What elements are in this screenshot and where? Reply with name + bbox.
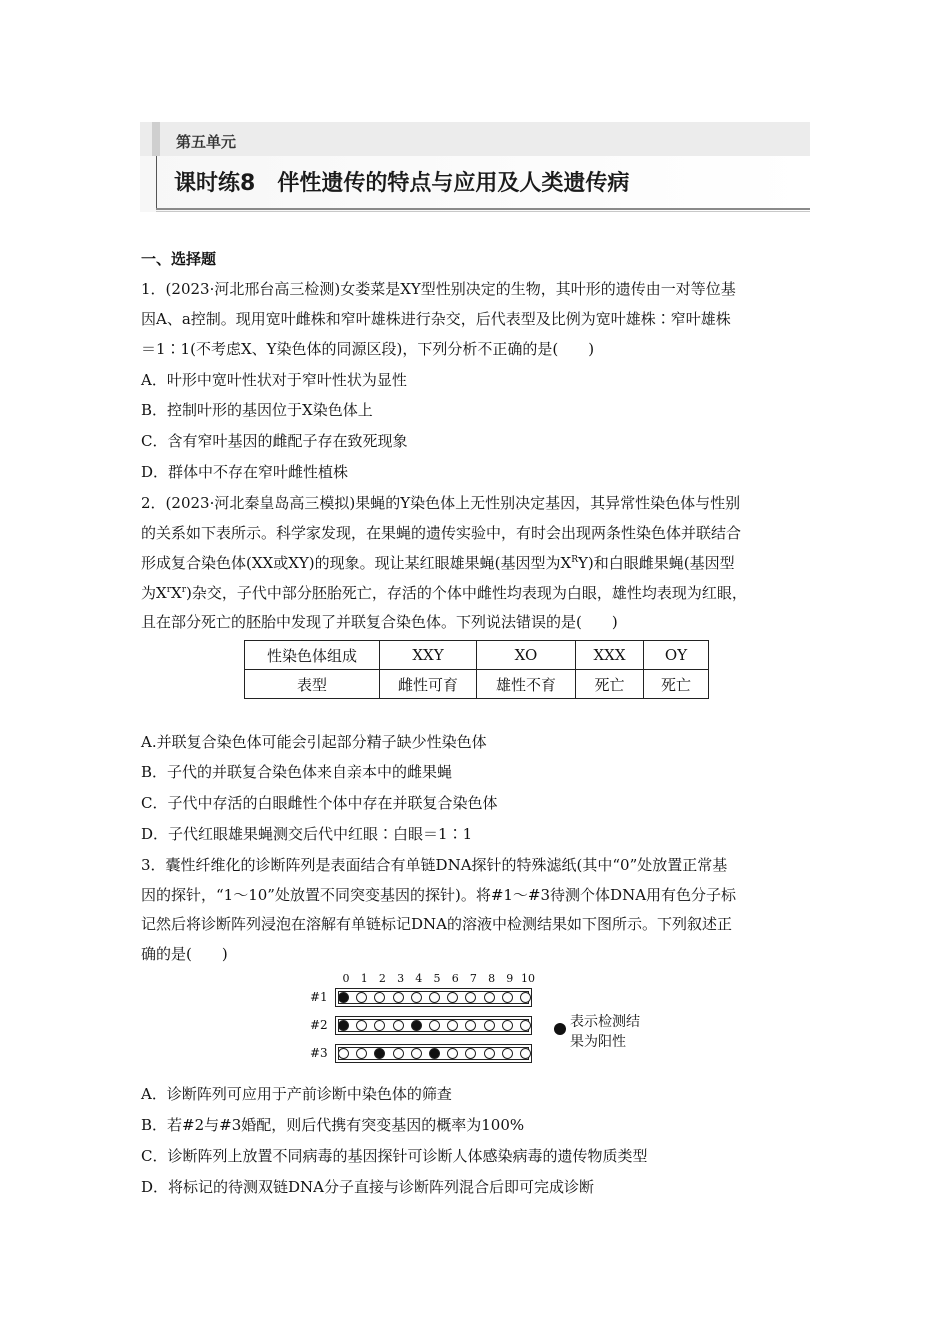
lesson-number: 课时练8 (174, 171, 256, 196)
table-cell: XO (477, 641, 576, 670)
q1-option-b: B．控制叶形的基因位于X染色体上 (141, 401, 373, 419)
section-title: 一、选择题 (141, 250, 217, 268)
table-cell: 性染色体组成 (245, 641, 380, 670)
q2-stem-line: 的关系如下表所示。科学家发现，在果蝇的遗传实验中，有时会出现两条性染色体并联结合 (141, 524, 742, 542)
banner-divider-horizontal-light (156, 211, 810, 212)
array-position-number: 0 (342, 972, 350, 985)
q2-stem-line: 2．(2023·河北秦皇岛高三模拟)果蝇的Y染色体上无性别决定基因，其异常性染色体与性别 (141, 494, 741, 512)
q2-option-d: D．子代红眼雄果蝇测交后代中红眼∶白眼＝1∶1 (141, 825, 473, 843)
q2-stem-line: 为$X^rX^r$)杂交，子代中部分胚胎死亡，存活的个体中雌性均表现为白眼，雄性均表现为红眼， (141, 584, 747, 602)
negative-probe-dot (393, 1048, 404, 1059)
array-row-label: #2 (310, 1018, 328, 1032)
negative-probe-dot (393, 992, 404, 1003)
array-position-number: 7 (469, 972, 477, 985)
table-cell: 死亡 (644, 670, 709, 699)
table-cell: 雌性可育 (380, 670, 477, 699)
array-position-number: 4 (415, 972, 423, 985)
q2-stem-line: 且在部分死亡的胚胎中发现了并联复合染色体。下列说法错误的是( ) (141, 613, 618, 631)
negative-probe-dot (484, 992, 495, 1003)
negative-probe-dot (429, 992, 440, 1003)
negative-probe-dot (520, 1020, 531, 1031)
q3-stem-line: 因的探针，“1～10”处放置不同突变基因的探针)。将#1～#3待测个体DNA用有色分子标 (141, 886, 737, 904)
q1-stem-line: ＝1∶1(不考虑X、Y染色体的同源区段)，下列分析不正确的是( ) (141, 340, 595, 358)
negative-probe-dot (411, 1048, 422, 1059)
negative-probe-dot (484, 1048, 495, 1059)
array-row-label: #1 (310, 990, 328, 1004)
q3-option-d: D．将标记的待测双链DNA分子直接与诊断阵列混合后即可完成诊断 (141, 1178, 595, 1196)
q3-option-b: B．若#2与#3婚配，则后代携有突变基因的概率为100% (141, 1116, 525, 1134)
q2-option-a: A.并联复合染色体可能会引起部分精子缺少性染色体 (141, 733, 487, 751)
array-position-number: 3 (397, 972, 405, 985)
array-position-number: 6 (451, 972, 459, 985)
table-cell: 雄性不育 (477, 670, 576, 699)
negative-probe-dot (520, 992, 531, 1003)
positive-probe-dot (338, 1020, 349, 1031)
q1-option-a: A．叶形中宽叶性状对于窄叶性状为显性 (141, 371, 407, 389)
lesson-name: 伴性遗传的特点与应用及人类遗传病 (277, 171, 630, 196)
negative-probe-dot (338, 1048, 349, 1059)
table-cell: 死亡 (576, 670, 644, 699)
array-position-number: 10 (521, 972, 535, 985)
banner-top-band (140, 122, 810, 156)
unit-banner (140, 122, 810, 212)
banner-accent-bar (152, 122, 160, 156)
table-cell: OY (644, 641, 709, 670)
array-strip (335, 988, 532, 1007)
q3-stem-line: 记然后将诊断阵列浸泡在溶解有单链标记DNA的溶液中检测结果如下图所示。下列叙述正 (141, 915, 732, 933)
unit-title: 第五单元 (176, 133, 237, 151)
banner-divider-vertical (156, 156, 157, 210)
array-position-number: 1 (360, 972, 368, 985)
positive-probe-dot (338, 992, 349, 1003)
negative-probe-dot (520, 1048, 531, 1059)
q3-option-c: C．诊断阵列上放置不同病毒的基因探针可诊断人体感染病毒的遗传物质类型 (141, 1147, 648, 1165)
negative-probe-dot (484, 1020, 495, 1031)
array-strip (335, 1016, 532, 1035)
positive-result-dot-icon (554, 1023, 566, 1035)
table-cell: 表型 (245, 670, 380, 699)
array-row-label: #3 (310, 1046, 328, 1060)
positive-probe-dot (411, 1020, 422, 1031)
lesson-title (174, 166, 629, 197)
q2-option-c: C．子代中存活的白眼雌性个体中存在并联复合染色体 (141, 794, 498, 812)
q1-option-c: C．含有窄叶基因的雌配子存在致死现象 (141, 432, 408, 450)
negative-probe-dot (502, 1048, 513, 1059)
q1-stem-line: 因A、a控制。现用宽叶雌株和窄叶雄株进行杂交，后代表型及比例为宽叶雄株∶窄叶雄株 (141, 310, 731, 328)
table-row (245, 670, 709, 699)
legend-text: 表示检测结果为阳性 (570, 1014, 640, 1050)
negative-probe-dot (429, 1020, 440, 1031)
q3-option-a: A．诊断阵列可应用于产前诊断中染色体的筛查 (141, 1085, 452, 1103)
banner-divider-horizontal (156, 208, 810, 210)
array-position-number: 8 (488, 972, 496, 985)
sex-chromosome-table (244, 640, 709, 699)
positive-probe-dot (429, 1048, 440, 1059)
negative-probe-dot (502, 992, 513, 1003)
q3-stem-line: 3．囊性纤维化的诊断阵列是表面结合有单链DNA探针的特殊滤纸(其中“0”处放置正常基 (141, 856, 728, 874)
negative-probe-dot (411, 992, 422, 1003)
q3-stem-line: 确的是( ) (141, 945, 228, 963)
table-header-row (245, 641, 709, 670)
array-position-number: 9 (506, 972, 514, 985)
q1-stem-line: 1．(2023·河北邢台高三检测)女娄菜是XY型性别决定的生物，其叶形的遗传由一对等位基 (141, 280, 736, 298)
table-cell: XXX (576, 641, 644, 670)
negative-probe-dot (502, 1020, 513, 1031)
negative-probe-dot (393, 1020, 404, 1031)
array-position-number: 2 (378, 972, 386, 985)
array-strip (335, 1044, 532, 1063)
array-position-number: 5 (433, 972, 441, 985)
q1-option-d: D．群体中不存在窄叶雌性植株 (141, 463, 349, 481)
q2-stem-line: 形成复合染色体(XX或XY)的现象。现让某红眼雄果蝇(基因型为$X^RY$)和白眼雌果蝇(基因型 (141, 554, 735, 572)
table-cell: XXY (380, 641, 477, 670)
q2-option-b: B．子代的并联复合染色体来自亲本中的雌果蝇 (141, 763, 453, 781)
